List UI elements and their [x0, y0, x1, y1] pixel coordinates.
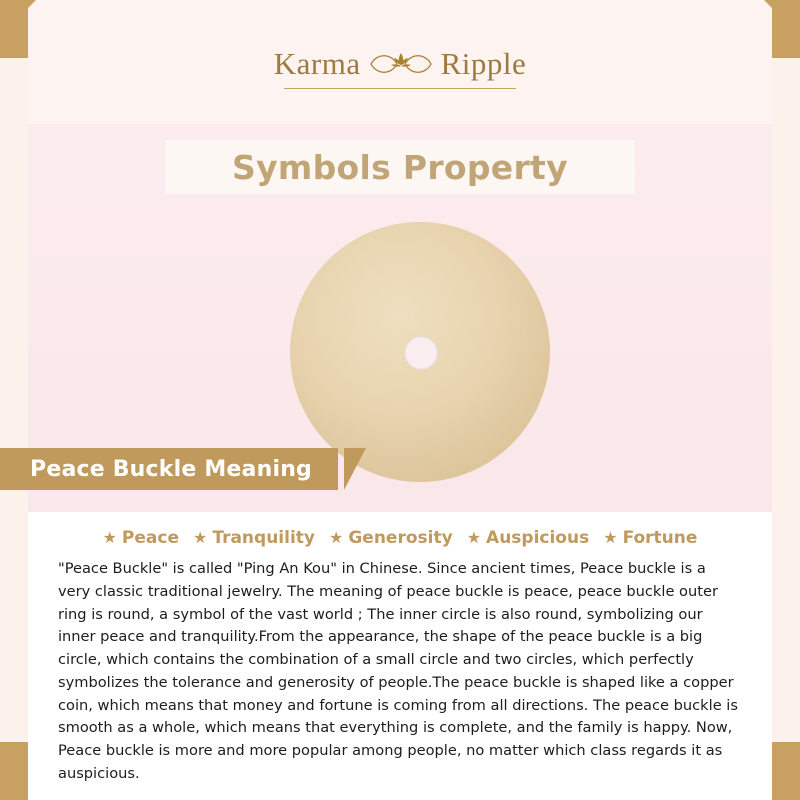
brand-right-word: Ripple — [440, 46, 527, 81]
corner-triangle-top-left — [0, 0, 36, 36]
brand-logo — [0, 46, 800, 89]
keyword-item — [467, 528, 590, 548]
keyword-item — [603, 528, 697, 548]
star-icon: ★ — [603, 528, 618, 547]
star-icon: ★ — [329, 528, 344, 547]
peace-buckle-image — [0, 222, 800, 484]
corner-triangle-top-right — [764, 0, 800, 36]
star-icon: ★ — [102, 528, 117, 547]
keyword-label: Generosity — [348, 528, 453, 548]
page-title-band — [165, 140, 635, 194]
description-text: "Peace Buckle" is called "Ping An Kou" in Chinese. Since ancient times, Peace buckle is a very classic traditional jewelry. The meaning of peace buckle is peace, peace buckle outer ring is round, a symbol of the vast world ; The inner circle is also round, symbolizing our inner peace and tranquility.From the appearance, the shape of the peace buckle is a big circle, which contains the combination of a small circle and two circles, which perfectly symbolizes the tolerance and generosity of people.The peace buckle is shaped like a copper coin, which means that money and fortune is coming from all directions. The peace buckle is smooth as a whole, which means that everything is complete, and the family is happy. Now, Peace buckle is more and more popular among people, no matter which class regards it as auspicious. — [58, 560, 738, 782]
section-ribbon-tail — [344, 448, 366, 490]
keyword-item — [103, 528, 179, 548]
lotus-infinity-icon — [367, 47, 435, 81]
page-title: Symbols Property — [232, 147, 568, 187]
keyword-list — [28, 512, 772, 548]
keyword-label: Auspicious — [486, 528, 590, 548]
brand-underline — [284, 88, 516, 89]
brand-left-word: Karma — [273, 46, 361, 81]
star-icon: ★ — [466, 528, 482, 547]
star-icon: ★ — [193, 528, 208, 547]
keyword-label: Fortune — [622, 528, 698, 548]
section-ribbon — [0, 448, 338, 490]
section-ribbon-label: Peace Buckle Meaning — [30, 456, 313, 482]
brand-row — [274, 46, 527, 82]
description-panel — [28, 512, 772, 800]
keyword-label: Tranquility — [212, 528, 315, 548]
keyword-label: Peace — [121, 528, 179, 548]
peace-buckle-hole-icon — [404, 336, 438, 370]
keyword-item — [193, 528, 315, 548]
peace-buckle-disc-icon — [290, 222, 550, 482]
keyword-item — [329, 528, 453, 548]
